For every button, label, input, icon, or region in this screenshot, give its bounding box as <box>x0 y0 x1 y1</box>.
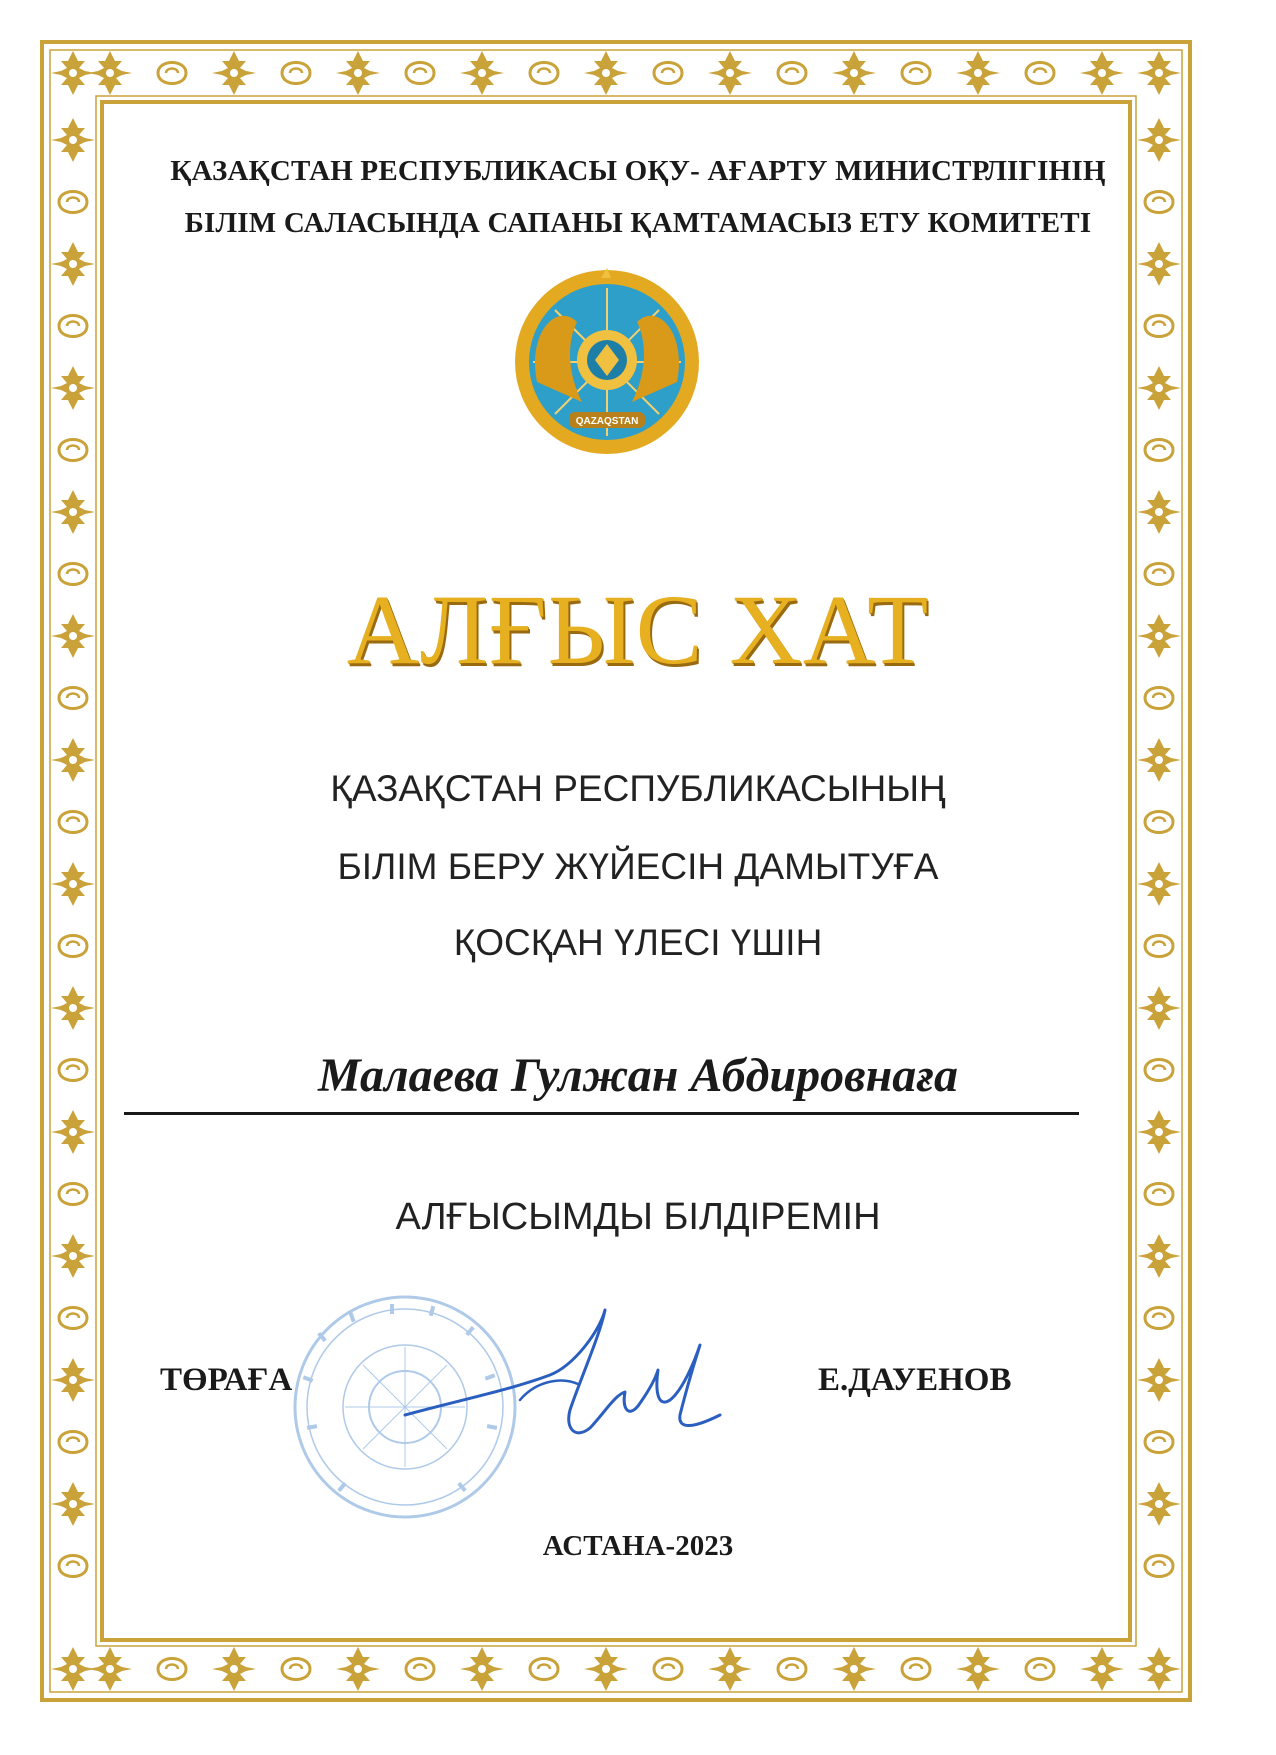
closing-statement: АЛҒЫСЫМДЫ БІЛДІРЕМІН <box>395 1196 881 1238</box>
ministry-title-line1: ҚАЗАҚСТАН РЕСПУБЛИКАСЫ ОҚУ- АҒАРТУ МИНИСТРЛІГІНІҢ <box>170 155 1106 187</box>
signature-icon <box>400 1300 730 1460</box>
signer-role: ТӨРАҒА <box>160 1362 293 1398</box>
recipient-name: Малаева Гулжан Абдировнаға <box>318 1049 958 1102</box>
kazakhstan-state-emblem-icon <box>507 262 707 462</box>
recipient-underline <box>124 1112 1079 1115</box>
reason-line2: БІЛІМ БЕРУ ЖҮЙЕСІН ДАМЫТУҒА <box>337 846 939 887</box>
reason-line3: ҚОСҚАН ҮЛЕСІ ҮШІН <box>453 922 823 963</box>
certificate-title: АЛҒЫС ХАТ <box>346 574 930 685</box>
reason-line1: ҚАЗАҚСТАН РЕСПУБЛИКАСЫНЫҢ <box>330 768 946 809</box>
signer-name: Е.ДАУЕНОВ <box>818 1362 1012 1398</box>
svg-text:QAZAQSTAN: QAZAQSTAN <box>575 416 639 427</box>
city-year: АСТАНА-2023 <box>542 1530 734 1562</box>
ministry-title-line2: БІЛІМ САЛАСЫНДА САПАНЫ ҚАМТАМАСЫЗ ЕТУ КОМИТЕТІ <box>184 207 1092 239</box>
